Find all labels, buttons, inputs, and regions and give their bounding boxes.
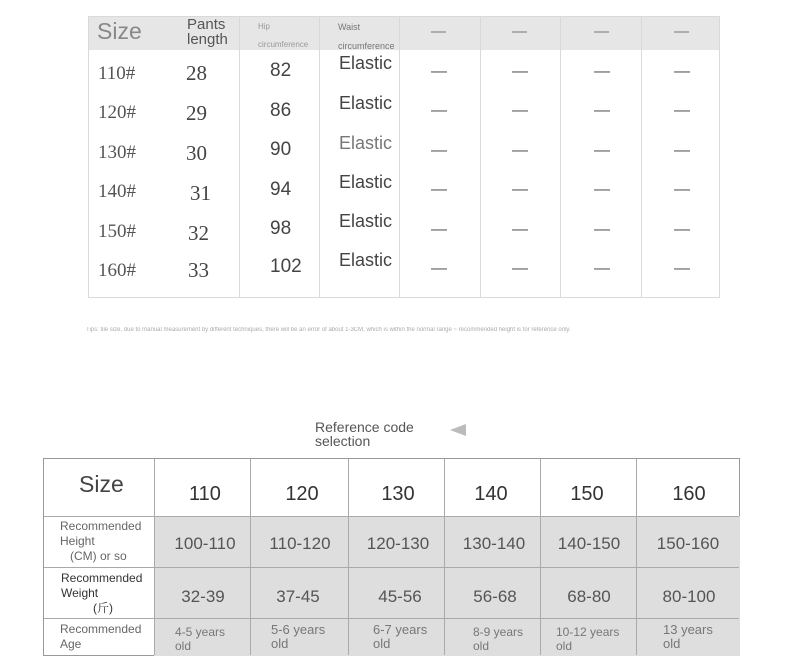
table-header-background — [89, 17, 719, 50]
size-header: 150 — [570, 483, 604, 505]
column-divider — [319, 17, 320, 297]
row-pants-length: 29 — [186, 101, 207, 125]
reference-size-table — [43, 458, 740, 656]
weight-value: 68-80 — [567, 587, 611, 606]
row-empty-cell: — — [674, 142, 690, 159]
row-pants-length: 33 — [188, 258, 209, 282]
column-divider — [560, 17, 561, 297]
row-hip: 102 — [270, 256, 302, 277]
row-empty-cell: — — [594, 221, 610, 238]
age-value: 6-7 years old — [373, 622, 428, 651]
row-empty-cell: — — [674, 181, 690, 198]
age-value: 10-12 years old — [556, 625, 620, 653]
weight-value: 32-39 — [181, 587, 225, 606]
row-size: 160# — [98, 260, 136, 281]
column-divider — [636, 459, 637, 655]
row-waist: Elastic — [339, 211, 393, 231]
row-hip: 94 — [270, 179, 292, 200]
row-waist: Elastic — [339, 250, 393, 270]
row-pants-length: 30 — [186, 141, 207, 165]
row-hip: 82 — [270, 60, 292, 81]
weight-value: 45-56 — [378, 587, 422, 606]
row-size: 120# — [98, 102, 136, 123]
column-divider — [239, 17, 240, 297]
height-value: 100-110 — [174, 534, 236, 553]
column-divider — [480, 17, 481, 297]
row-empty-cell: — — [594, 142, 610, 159]
header-empty-column: — — [674, 23, 689, 40]
height-label: Recommended Height (CM) or so — [60, 519, 142, 563]
row-empty-cell: — — [431, 102, 447, 119]
column-divider — [399, 17, 400, 297]
row-hip: 90 — [270, 139, 292, 160]
row-hip: 86 — [270, 100, 292, 121]
row-empty-cell: — — [512, 181, 528, 198]
header-empty-column: — — [512, 23, 527, 40]
row-empty-cell: — — [674, 221, 690, 238]
age-value: 13 years old — [663, 622, 713, 651]
row-empty-cell: — — [512, 142, 528, 159]
row-pants-length: 31 — [190, 181, 211, 205]
weight-label: Recommended Weight (斤) — [61, 571, 143, 615]
height-value: 150-160 — [656, 534, 720, 553]
row-waist: Elastic — [339, 133, 393, 153]
weight-value: 37-45 — [276, 587, 320, 606]
age-label: Recommended Age — [60, 622, 142, 651]
row-empty-cell: — — [594, 260, 610, 277]
row-waist: Elastic — [339, 53, 393, 73]
row-empty-cell: — — [431, 260, 447, 277]
row-empty-cell: — — [594, 181, 610, 198]
row-hip: 98 — [270, 218, 292, 239]
row-empty-cell: — — [594, 102, 610, 119]
size-header: 120 — [285, 483, 319, 505]
size-measurement-table — [88, 16, 720, 298]
age-value: 5-6 years old — [271, 622, 326, 651]
header-waist-circumference: Waist circumference — [338, 22, 395, 51]
row-divider — [44, 618, 739, 619]
measurement-tips: Tips: tile size, due to manual measurement by different techniques, there will be an error of about 1-3CM, which is within the normal range ~ recommended height is for reference only. — [86, 327, 571, 333]
weight-value: 80-100 — [662, 587, 716, 606]
row-empty-cell: — — [674, 63, 690, 80]
header-empty-column: — — [594, 23, 609, 40]
header-pants-length: Pants length — [187, 16, 228, 48]
header-size: Size — [97, 18, 142, 44]
header-empty-column: — — [431, 23, 446, 40]
size-header: 160 — [672, 483, 706, 505]
height-value: 140-150 — [557, 534, 621, 553]
row-empty-cell: — — [512, 260, 528, 277]
row-empty-cell: — — [674, 260, 690, 277]
size-label: Size — [79, 471, 124, 497]
weight-value: 56-68 — [473, 587, 517, 606]
column-divider — [154, 459, 155, 655]
row-empty-cell: — — [674, 102, 690, 119]
row-empty-cell: — — [512, 221, 528, 238]
row-waist: Elastic — [339, 172, 393, 192]
size-header: 110 — [189, 483, 221, 505]
header-hip-circumference: Hip circumference — [258, 22, 309, 49]
height-value: 130-140 — [462, 534, 526, 553]
column-divider — [641, 17, 642, 297]
size-header: 140 — [474, 483, 508, 505]
row-empty-cell: — — [594, 63, 610, 80]
row-divider — [44, 567, 739, 568]
row-empty-cell: — — [431, 221, 447, 238]
height-value: 110-120 — [269, 534, 331, 553]
row-empty-cell: — — [431, 181, 447, 198]
row-waist: Elastic — [339, 93, 393, 113]
row-empty-cell: — — [512, 63, 528, 80]
row-empty-cell: — — [512, 102, 528, 119]
row-divider — [44, 516, 739, 517]
age-value: 8-9 years old — [473, 625, 524, 653]
row-size: 140# — [98, 181, 136, 202]
left-arrow-icon — [450, 424, 466, 436]
row-pants-length: 28 — [186, 61, 207, 85]
height-value: 120-130 — [366, 534, 430, 553]
row-size: 150# — [98, 221, 136, 242]
reference-code-title: Reference code selection — [315, 419, 414, 449]
row-empty-cell: — — [431, 142, 447, 159]
row-size: 130# — [98, 142, 136, 163]
age-value: 4-5 years old — [175, 625, 226, 653]
row-pants-length: 32 — [188, 221, 209, 245]
row-empty-cell: — — [431, 63, 447, 80]
size-header: 130 — [381, 483, 415, 505]
row-size: 110# — [98, 63, 136, 84]
